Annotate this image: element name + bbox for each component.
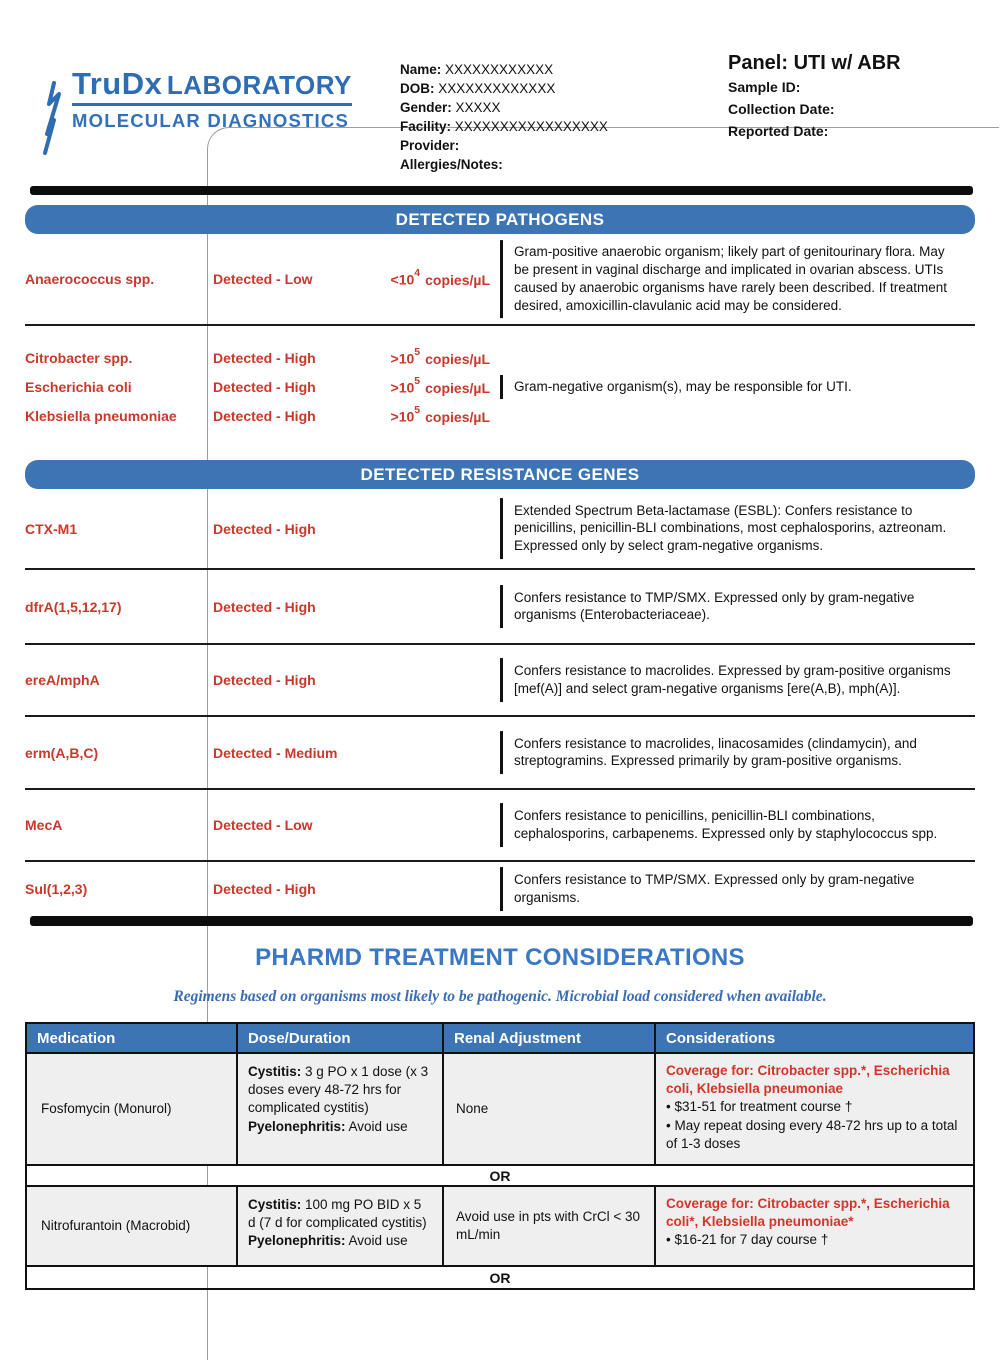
gene-name: dfrA(1,5,12,17) — [25, 598, 122, 615]
coverage-text: Coverage for: Citrobacter spp.*, Escherichia coli, Klebsiella pneumoniae — [666, 1063, 950, 1097]
patient-field — [400, 155, 608, 174]
dose-label: Pyelonephritis: — [248, 1118, 346, 1134]
brand-line — [72, 66, 352, 106]
gene-description: Confers resistance to macrolides, linacosamides (clindamycin), and streptogramins. Expressed primarily by gram-positive organisms. — [500, 731, 962, 775]
organism-name: Citrobacter spp. — [25, 350, 133, 366]
organism-name: Klebsiella pneumoniae — [25, 408, 177, 424]
resistance-row — [25, 862, 975, 916]
column-header-renal: Renal Adjustment — [444, 1024, 656, 1052]
detection-status: Detected - High — [213, 350, 316, 366]
renal-cell: Avoid use in pts with CrCl < 30 mL/min — [444, 1187, 656, 1265]
detection-status: Detected - Medium — [213, 744, 338, 761]
gene-description: Extended Spectrum Beta-lactamase (ESBL): Confers resistance to penicillins, penicillin-BLI combinations, most cephalosporins, aztreonam. Expressed only by select gram-negative organisms. — [500, 498, 962, 560]
patient-field — [400, 117, 608, 136]
exponent: 5 — [414, 346, 421, 359]
bullet-item: • May repeat dosing every 48-72 hrs up to a total of 1-3 doses — [666, 1117, 958, 1151]
pathogen-row — [25, 402, 975, 431]
considerations-cell — [656, 1187, 973, 1265]
patient-info — [400, 60, 608, 174]
dose-cell: Cystitis: 100 mg PO BID x 5 d (7 d for complicated cystitis) Pyelonephritis: Avoid use — [238, 1187, 444, 1265]
field-label: Facility: — [400, 119, 452, 134]
treatment-row — [27, 1187, 973, 1267]
field-value: XXXXXXXXXXXXXXXXX — [454, 119, 608, 134]
section-title: DETECTED PATHOGENS — [395, 209, 605, 229]
divider-bar-bottom — [30, 916, 973, 926]
detection-status: Detected - Low — [213, 817, 313, 833]
resistance-row — [25, 717, 975, 790]
gene-description: Confers resistance to penicillins, penicillin-BLI combinations, cephalosporins, carbapenems. Expressed only by staphylococcus spp. — [500, 803, 962, 847]
treatment-title: PHARMD TREATMENT CONSIDERATIONS — [255, 944, 745, 971]
patient-field — [400, 136, 608, 155]
detection-status: Detected - High — [213, 881, 316, 897]
dose-label: Cystitis: — [248, 1064, 302, 1079]
panel-title: Panel: UTI w/ ABR — [728, 52, 901, 74]
gene-description: Confers resistance to macrolides. Expressed by gram-positive organisms [mef(A)] and select gram-negative organisms [ere(A,B), mph(A)]. — [500, 658, 962, 702]
or-separator: OR — [27, 1166, 973, 1187]
pathogens-section — [25, 234, 975, 448]
detection-status: Detected - High — [213, 598, 316, 615]
gene-name: MecA — [25, 817, 63, 833]
pathogen-group — [25, 326, 975, 448]
gene-description: Confers resistance to TMP/SMX. Expressed only by gram-negative organisms. — [500, 867, 962, 911]
ekg-pulse-icon — [38, 80, 68, 156]
field-label: Provider: — [400, 138, 460, 153]
field-value: XXXXXXXXXXXXX — [438, 81, 556, 96]
quantity-value: $>10^5$ copies/µL — [390, 404, 490, 425]
brand-block — [72, 66, 352, 132]
field-label: Gender: — [400, 100, 452, 115]
pathogen-description: Gram-positive anaerobic organism; likely part of genitourinary flora. May be present in vaginal discharge and implicated in ovarian abscess. UTIs caused by anaerobic organisms have rarely been described. If treatment desired, amoxicillin-clavulanic acid may be considered. — [500, 240, 962, 318]
brand-name: TruDx — [72, 66, 163, 101]
gene-name: erm(A,B,C) — [25, 744, 99, 761]
brand-tagline: MOLECULAR DIAGNOSTICS — [72, 110, 350, 131]
lab-logo — [38, 66, 352, 156]
or-separator: OR — [489, 1269, 511, 1286]
brand-suffix: LABORATORY — [166, 70, 352, 100]
detection-status: Detected - High — [213, 408, 316, 424]
panel-field: Collection Date: — [728, 101, 835, 117]
treatment-table — [25, 1022, 975, 1290]
dose-label: Cystitis: — [248, 1197, 302, 1212]
field-label: Name: — [400, 62, 442, 77]
resistance-section — [25, 489, 975, 916]
gene-description: Confers resistance to TMP/SMX. Expressed only by gram-negative organisms (Enterobacteriaceae). — [500, 585, 962, 629]
table-header-row — [27, 1024, 973, 1054]
detection-status: Detected - High — [213, 672, 316, 688]
considerations-cell — [656, 1054, 973, 1164]
field-value: XXXXXXXXXXXX — [445, 62, 554, 77]
resistance-row — [25, 570, 975, 645]
renal-cell: None — [444, 1054, 656, 1164]
panel-field: Sample ID: — [728, 79, 801, 95]
gene-name: Sul(1,2,3) — [25, 881, 88, 897]
column-header-dose: Dose/Duration — [238, 1024, 444, 1052]
quantity-value: $>10^5$ copies/µL — [390, 375, 490, 396]
field-label: Allergies/Notes: — [400, 157, 503, 172]
resistance-row — [25, 489, 975, 570]
dose-cell: Cystitis: 3 g PO x 1 dose (x 3 doses every 48-72 hrs for complicated cystitis) Pyelonephritis: Avoid use — [238, 1054, 444, 1164]
gene-name: ereA/mphA — [25, 672, 100, 688]
resistance-row — [25, 645, 975, 717]
treatment-subtitle: Regimens based on organisms most likely to be pathogenic. Microbial load considered when available. — [173, 988, 827, 1005]
panel-info — [728, 50, 901, 142]
resistance-row — [25, 790, 975, 862]
detection-status: Detected - High — [213, 520, 316, 537]
patient-field — [400, 60, 608, 79]
pathogen-description: Gram-negative organism(s), may be responsible for UTI. — [500, 375, 962, 399]
pathogen-group — [25, 234, 975, 326]
quantity-value: $<10^4$ copies/µL — [390, 267, 490, 288]
gene-name: CTX-M1 — [25, 520, 78, 537]
section-header-resistance — [25, 460, 975, 489]
detection-status: Detected - Low — [213, 271, 313, 287]
panel-field: Reported Date: — [728, 123, 829, 139]
column-header-medication: Medication — [27, 1024, 238, 1052]
section-header-pathogens — [25, 205, 975, 234]
pathogen-row — [25, 344, 975, 373]
medication-cell: Fosfomycin (Monurol) — [27, 1054, 238, 1164]
exponent: 5 — [414, 375, 421, 388]
column-header-considerations: Considerations — [666, 1029, 776, 1047]
organism-name: Escherichia coli — [25, 379, 132, 395]
detection-status: Detected - High — [213, 379, 316, 395]
organism-name: Anaerococcus spp. — [25, 271, 155, 287]
quantity-value: $>10^5$ copies/µL — [390, 346, 490, 367]
medication-cell: Nitrofurantoin (Macrobid) — [27, 1187, 238, 1265]
dose-label: Pyelonephritis: — [248, 1233, 346, 1249]
patient-field — [400, 98, 608, 117]
exponent: 4 — [414, 267, 421, 280]
bullet-item: • $16-21 for 7 day course † — [666, 1232, 829, 1248]
section-title: DETECTED RESISTANCE GENES — [360, 464, 640, 484]
field-value: XXXXX — [455, 100, 501, 115]
exponent: 5 — [414, 404, 421, 417]
divider-bar-top — [30, 186, 973, 195]
coverage-text: Coverage for: Citrobacter spp.*, Escherichia coli*, Klebsiella pneumoniae* — [666, 1196, 950, 1230]
patient-field — [400, 79, 608, 98]
field-label: DOB: — [400, 81, 435, 96]
treatment-row — [27, 1054, 973, 1166]
bullet-item: • $31-51 for treatment course † — [666, 1099, 853, 1115]
